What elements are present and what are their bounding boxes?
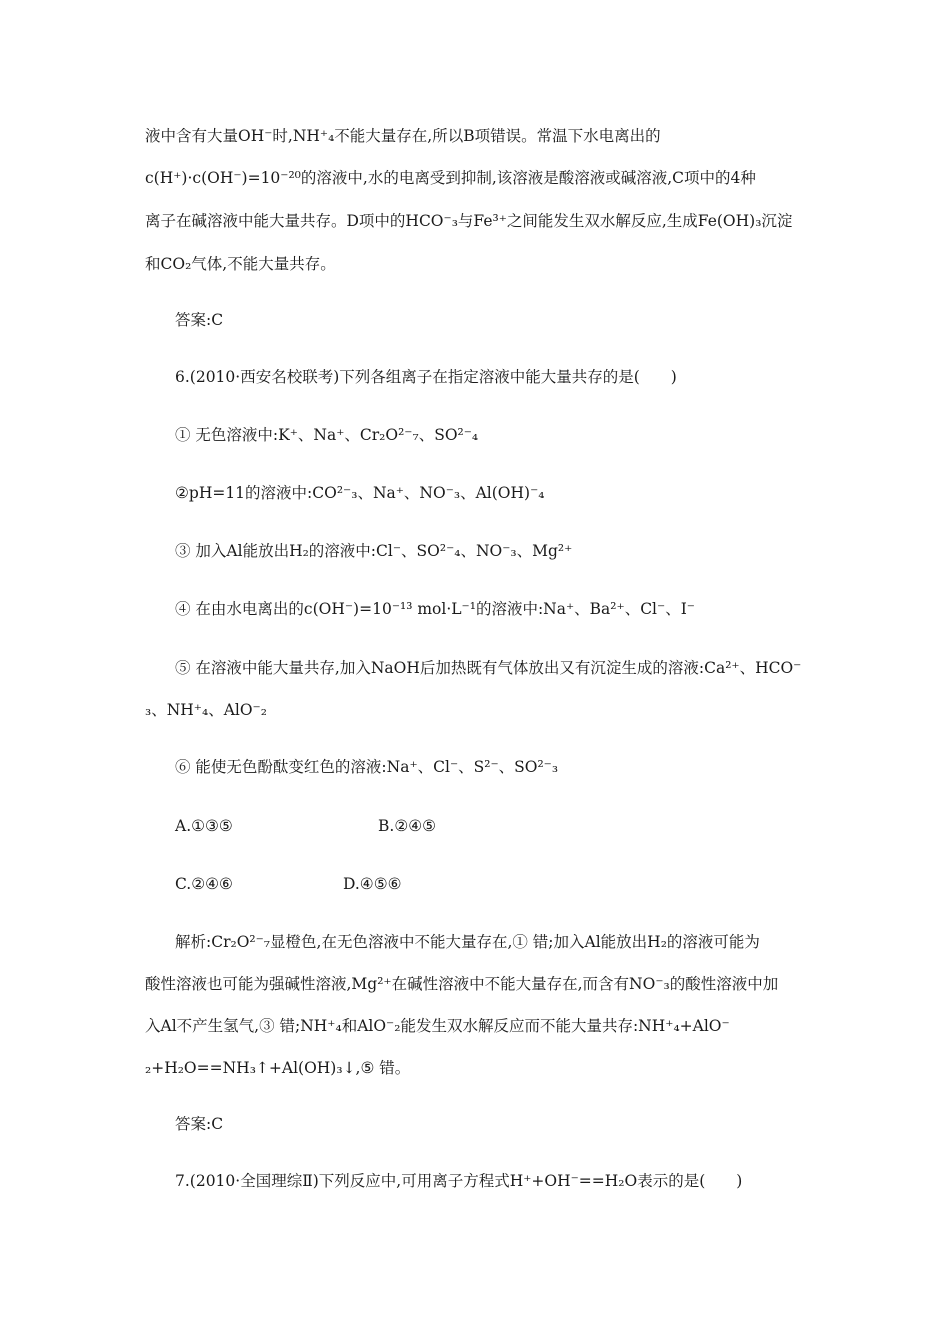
- question-6-item-5: ⑤ 在溶液中能大量共存,加入NaOH后加热既有气体放出又有沉淀生成的溶液:Ca²⁺、HCO⁻: [175, 659, 802, 677]
- analysis-line-1: 解析:Cr₂O²⁻₇显橙色,在无色溶液中不能大量存在,① 错;加入Al能放出H₂的溶液可能为: [175, 933, 760, 951]
- explanation-line-4: 和CO₂气体,不能大量共存。: [145, 255, 336, 273]
- question-6-item-2: ②pH=11的溶液中:CO²⁻₃、Na⁺、NO⁻₃、Al(OH)⁻₄: [175, 484, 545, 502]
- option-c: C.②④⑥: [175, 875, 233, 893]
- answer-5: 答案:C: [175, 311, 224, 329]
- explanation-line-2: c(H⁺)·c(OH⁻)=10⁻²⁰的溶液中,水的电离受到抑制,该溶液是酸溶液或碱溶液,C项中的4种: [145, 169, 756, 187]
- question-6-item-3: ③ 加入Al能放出H₂的溶液中:Cl⁻、SO²⁻₄、NO⁻₃、Mg²⁺: [175, 542, 573, 560]
- answer-6: 答案:C: [175, 1115, 224, 1133]
- question-6-item-5-cont: ₃、NH⁺₄、AlO⁻₂: [145, 701, 267, 719]
- analysis-line-2: 酸性溶液也可能为强碱性溶液,Mg²⁺在碱性溶液中不能大量存在,而含有NO⁻₃的酸性溶液中加: [145, 975, 779, 993]
- option-b: B.②④⑤: [378, 817, 437, 835]
- explanation-line-3: 离子在碱溶液中能大量共存。D项中的HCO⁻₃与Fe³⁺之间能发生双水解反应,生成Fe(OH)₃沉淀: [145, 212, 793, 230]
- explanation-line-1: 液中含有大量OH⁻时,NH⁺₄不能大量存在,所以B项错误。常温下水电离出的: [145, 127, 661, 145]
- option-d: D.④⑤⑥: [343, 875, 402, 893]
- question-6-item-6: ⑥ 能使无色酚酞变红色的溶液:Na⁺、Cl⁻、S²⁻、SO²⁻₃: [175, 758, 559, 776]
- question-6-title: 6.(2010·西安名校联考)下列各组离子在指定溶液中能大量共存的是( ): [175, 368, 677, 386]
- option-a: A.①③⑤: [175, 817, 233, 835]
- question-6-item-1: ① 无色溶液中:K⁺、Na⁺、Cr₂O²⁻₇、SO²⁻₄: [175, 426, 479, 444]
- analysis-line-3: 入Al不产生氢气,③ 错;NH⁺₄和AlO⁻₂能发生双水解反应而不能大量共存:NH⁺₄+AlO⁻: [145, 1017, 730, 1035]
- question-6-item-4: ④ 在由水电离出的c(OH⁻)=10⁻¹³ mol·L⁻¹的溶液中:Na⁺、Ba²⁺、Cl⁻、I⁻: [175, 600, 695, 618]
- question-7-title: 7.(2010·全国理综Ⅱ)下列反应中,可用离子方程式H⁺+OH⁻==H₂O表示的是( ): [175, 1172, 743, 1190]
- analysis-line-4: ₂+H₂O==NH₃↑+Al(OH)₃↓,⑤ 错。: [145, 1059, 411, 1077]
